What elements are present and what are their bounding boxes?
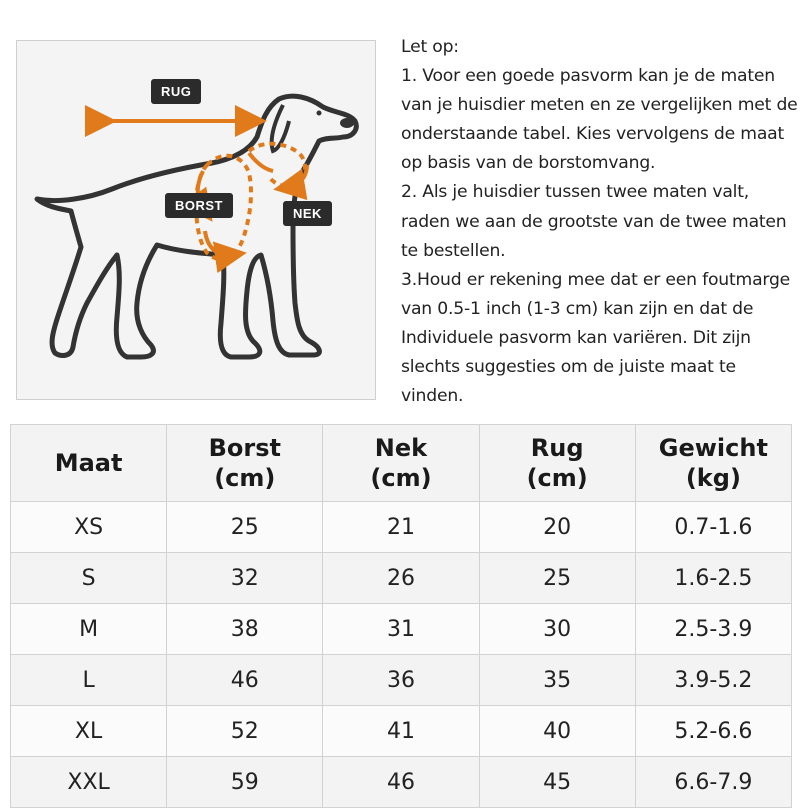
cell-neck: 36 xyxy=(323,655,479,706)
cell-neck: 46 xyxy=(323,757,479,808)
cell-back: 35 xyxy=(479,655,635,706)
cell-back: 20 xyxy=(479,502,635,553)
cell-size: S xyxy=(11,553,167,604)
cell-size: L xyxy=(11,655,167,706)
cell-neck: 31 xyxy=(323,604,479,655)
header-neck: Nek (cm) xyxy=(323,425,479,502)
table-row xyxy=(11,655,792,706)
header-chest: Borst (cm) xyxy=(167,425,323,502)
cell-size: XS xyxy=(11,502,167,553)
table-row xyxy=(11,502,792,553)
cell-size: XXL xyxy=(11,757,167,808)
cell-back: 30 xyxy=(479,604,635,655)
cell-chest: 32 xyxy=(167,553,323,604)
cell-weight: 1.6-2.5 xyxy=(635,553,791,604)
notes-heading: Let op: xyxy=(401,37,459,57)
cell-back: 45 xyxy=(479,757,635,808)
cell-weight: 2.5-3.9 xyxy=(635,604,791,655)
table-header-row xyxy=(11,425,792,502)
sizing-notes xyxy=(401,33,799,411)
cell-weight: 3.9-5.2 xyxy=(635,655,791,706)
cell-chest: 46 xyxy=(167,655,323,706)
size-table xyxy=(10,424,792,808)
cell-chest: 59 xyxy=(167,757,323,808)
cell-neck: 41 xyxy=(323,706,479,757)
cell-chest: 25 xyxy=(167,502,323,553)
cell-weight: 5.2-6.6 xyxy=(635,706,791,757)
chest-label: BORST xyxy=(165,193,233,218)
cell-size: M xyxy=(11,604,167,655)
notes-item-1: 1. Voor een goede pasvorm kan je de maten van je huisdier meten en ze vergelijken met de onderstaande tabel. Kies vervolgens de maat op basis van de borstomvang. xyxy=(401,66,798,174)
cell-weight: 6.6-7.9 xyxy=(635,757,791,808)
notes-item-3: 3.Houd er rekening mee dat er een foutmarge van 0.5-1 inch (1-3 cm) kan zijn en dat de Individuele pasvorm kan variëren. Dit zijn slechts suggesties om de juiste maat te vinden. xyxy=(401,269,791,407)
cell-chest: 38 xyxy=(167,604,323,655)
table-row xyxy=(11,604,792,655)
cell-back: 40 xyxy=(479,706,635,757)
dog-measurement-illustration xyxy=(16,40,376,400)
cell-neck: 26 xyxy=(323,553,479,604)
cell-weight: 0.7-1.6 xyxy=(635,502,791,553)
table-row xyxy=(11,706,792,757)
cell-neck: 21 xyxy=(323,502,479,553)
cell-size: XL xyxy=(11,706,167,757)
back-label: RUG xyxy=(151,79,201,104)
header-weight: Gewicht (kg) xyxy=(635,425,791,502)
neck-label: NEK xyxy=(283,201,332,226)
notes-item-2: 2. Als je huisdier tussen twee maten valt, raden we aan de grootste van de twee maten te bestellen. xyxy=(401,182,787,261)
table-row xyxy=(11,553,792,604)
header-back: Rug (cm) xyxy=(479,425,635,502)
cell-back: 25 xyxy=(479,553,635,604)
cell-chest: 52 xyxy=(167,706,323,757)
header-size: Maat xyxy=(11,425,167,502)
